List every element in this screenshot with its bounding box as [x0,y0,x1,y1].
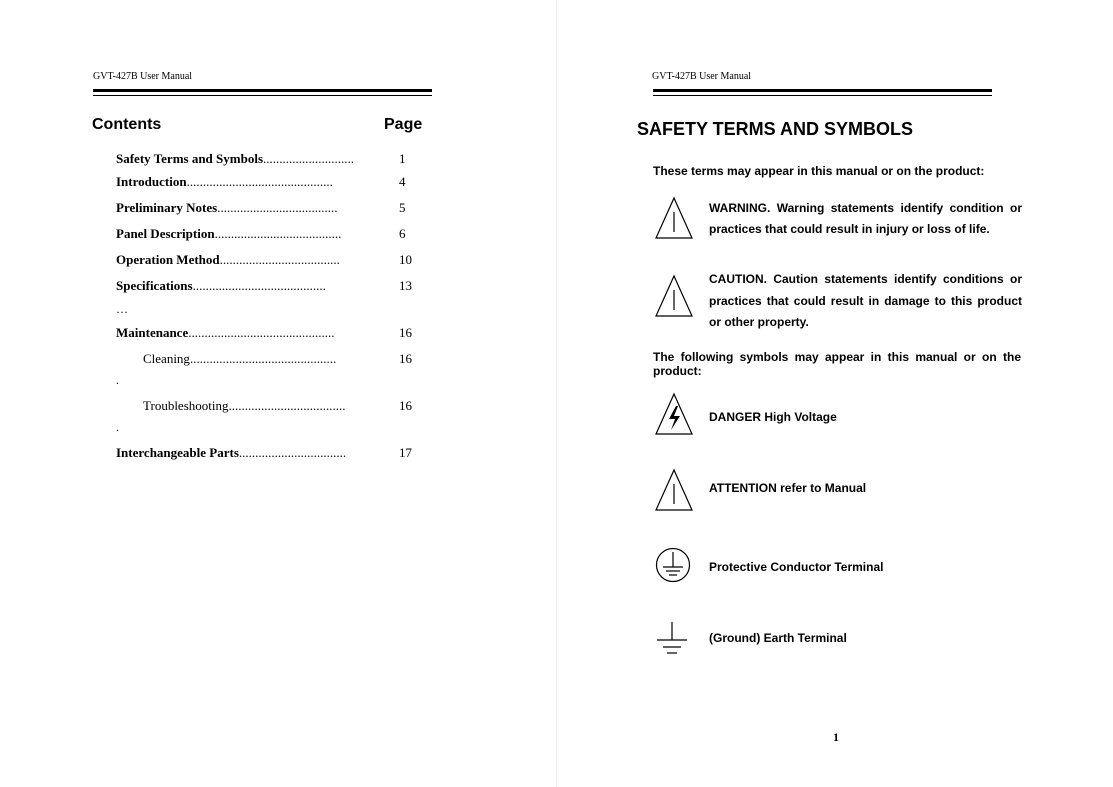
toc-page-number: 16 [399,325,412,340]
high-voltage-triangle-icon [654,392,694,436]
running-header: GVT-427B User Manual [93,71,193,82]
header-rule [653,89,992,92]
toc-entry-introduction[interactable]: Introduction............................................. 4 [116,174,406,189]
header-rule [93,89,432,92]
page-column-heading: Page [384,116,423,133]
attention-triangle-icon [654,468,694,512]
caution-statement: CAUTION. Caution statements identify conditions or practices that could result in damage to this product or other property. [709,272,1022,329]
toc-page-number: 16 [399,398,412,413]
contents-heading: Contents [92,116,162,133]
toc-entry-safety[interactable]: Safety Terms and Symbols............................ 1 [116,151,406,166]
toc-page-number: 6 [399,226,406,241]
running-header: GVT-427B User Manual [652,71,752,82]
terms-intro: These terms may appear in this manual or on the product: [653,164,985,178]
section-title: SAFETY TERMS AND SYMBOLS [637,119,914,139]
page-number: 1 [833,730,839,744]
header-rule-thin [653,95,992,96]
high-voltage-label: DANGER High Voltage [709,410,837,424]
toc-entry-maintenance[interactable]: Maintenance............................................. 16 [116,325,412,340]
toc-page-number: 17 [399,445,412,460]
stray-dot: . [116,373,119,387]
toc-entry-interchangeable-parts[interactable]: Interchangeable Parts................................. 17 [116,445,412,460]
symbols-intro: The following symbols may appear in this manual or on the product: [653,350,1021,378]
toc-page-number: 16 [399,351,412,366]
attention-label: ATTENTION refer to Manual [709,481,867,495]
safety-page [556,0,1113,787]
warning-statement: WARNING. Warning statements identify condition or practices that could result in injury or loss of life. [709,201,1022,236]
toc-entry-panel-description[interactable]: Panel Description....................................... 6 [116,226,406,241]
toc-entry-troubleshooting[interactable]: Troubleshooting.................................... 16 [143,398,412,413]
protective-conductor-icon [655,546,691,584]
warning-triangle-icon [654,196,694,240]
toc-page-number: 10 [399,252,412,267]
toc-page-number: 4 [399,174,406,189]
toc-page-number: 13 [399,278,412,293]
stray-dot: . [116,420,119,434]
caution-triangle-icon [654,274,694,318]
toc-page-number: 1 [399,151,406,166]
toc-entry-preliminary-notes[interactable]: Preliminary Notes..................................... 5 [116,200,406,215]
toc-entry-specifications[interactable]: Specifications......................................... 13 [116,278,412,293]
ellipsis-mark: … [116,302,128,316]
header-rule-thin [93,95,432,96]
protective-conductor-label: Protective Conductor Terminal [709,560,884,574]
toc-entry-operation-method[interactable]: Operation Method..................................... 10 [116,252,412,267]
earth-terminal-label: (Ground) Earth Terminal [709,631,847,645]
toc-entry-cleaning[interactable]: Cleaning............................................. 16 [143,351,412,366]
contents-page [0,0,556,787]
toc-page-number: 5 [399,200,406,215]
earth-ground-icon [655,620,689,658]
